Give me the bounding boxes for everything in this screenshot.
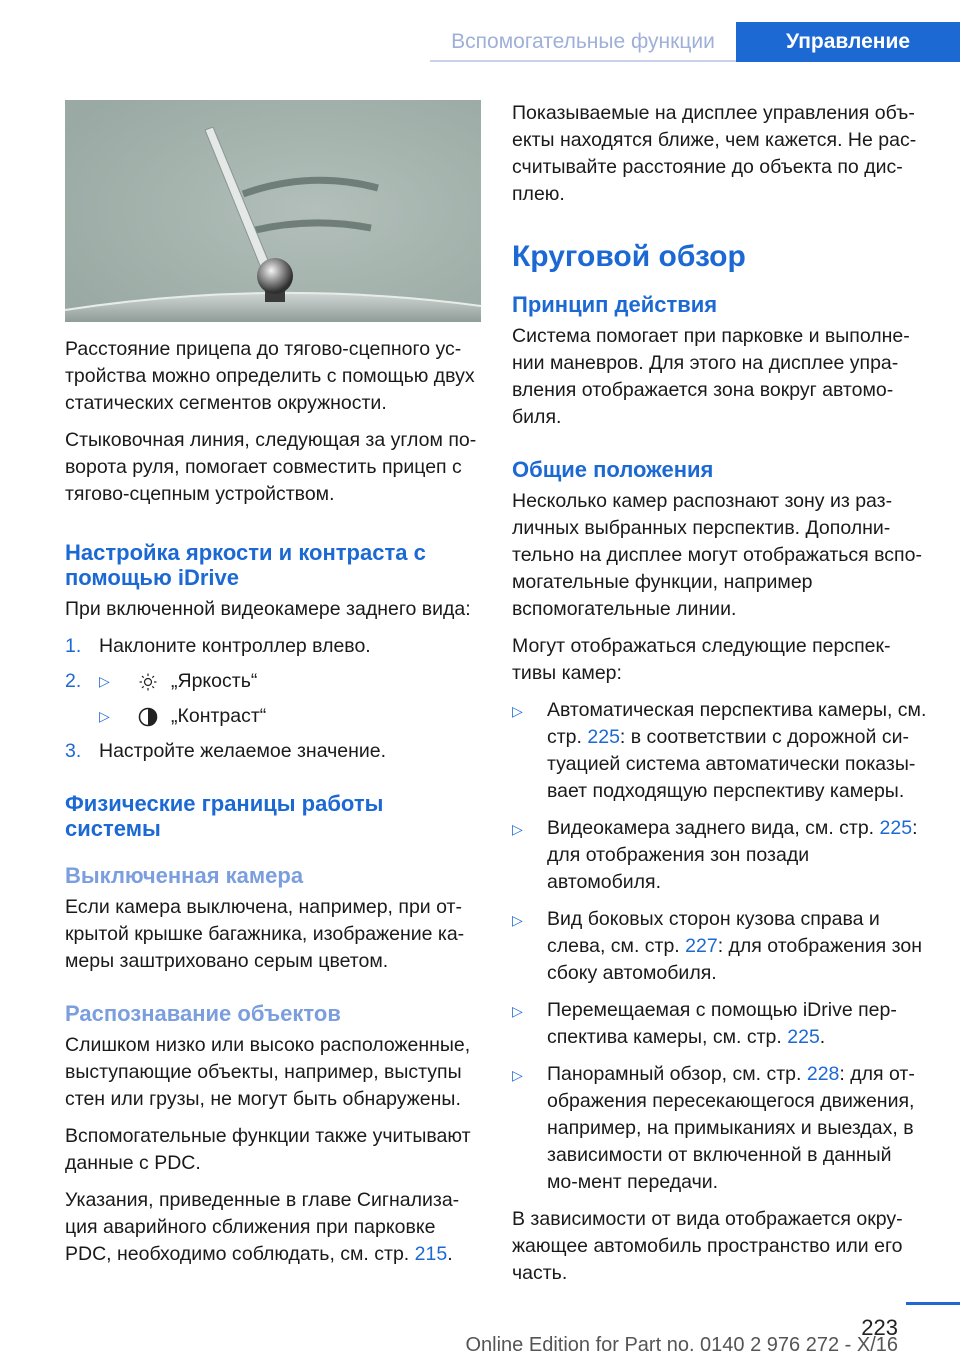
triangle-right-icon: ▷ [512,1003,523,1019]
footer-edition: Online Edition for Part no. 0140 2 976 272 - X/16 [465,1334,898,1356]
principle-text: Система помогает при парковке и выполне-нии маневров. Для этого на дисплее упра-вления отображается зона вокруг автомо-биля. [512,325,910,428]
page-link[interactable]: 215 [414,1243,448,1265]
step-number: 1. [65,635,82,657]
header-divider [430,60,736,62]
heading-brightness-contrast: Настройка яркости и контраста с помощью iDrive [65,540,426,590]
closing-text: В зависимости от вида отображается окру-жающее автомобиль пространство или его часть. [512,1208,903,1284]
triangle-right-icon: ▷ [512,1067,523,1083]
page-link[interactable]: 225 [879,817,913,839]
page-link[interactable]: 225 [587,726,620,748]
step-number: 2. [65,670,82,692]
heading-camera-off: Выключенная камера [65,863,304,888]
triangle-right-icon: ▷ [99,708,110,724]
heading-object-detection: Распознавание объектов [65,1001,341,1026]
trailer-hitch-camera-image [65,100,481,322]
header-section-tab[interactable]: Вспомогательные функции [451,30,715,53]
heading-principle: Принцип действия [512,292,718,317]
left-column [65,100,481,1278]
triangle-right-icon: ▷ [512,821,523,837]
page-link[interactable]: 227 [685,935,718,957]
step-1 [65,633,481,660]
object-detection-text: Слишком низко или высоко расположенные, выступающие объекты, например, выступы стен или грузы, не могут быть обнаружены. [65,1034,471,1110]
list-item: ▷ Вид боковых сторон кузова справа и слева, см. стр. 227: для отображения зон сбоку автомобиля. [512,906,927,987]
step-text: Наклоните контроллер влево. [99,635,371,657]
pdc-reference-text: Указания, приведенные в главе Сигнализа-ция аварийного сближения при парковке PDC, необходимо соблюдать, см. стр. 215. [65,1189,460,1265]
right-column [512,100,927,1297]
step-2 [65,668,481,695]
header-current-tab[interactable]: Управление [736,22,960,62]
step-text: Настройте желаемое значение. [99,740,387,762]
steps-list [65,633,481,765]
list-item: ▷ Перемещаемая с помощью iDrive пер-спектива камеры, см. стр. 225. [512,997,927,1051]
page-link[interactable]: 228 [806,1063,840,1085]
heading-general: Общие положения [512,457,714,482]
list-item: ▷ Панорамный обзор, см. стр. 228: для от-ображения пересекающегося движения, например, на примыканиях и выездах, в зависимости от включенной в данный мо-мент передачи. [512,1061,927,1196]
heading-surround-view: Круговой обзор [512,240,746,273]
heading-system-limits: Физические границы работы системы [65,791,384,841]
general-text: Несколько камер распознают зону из раз-личных выбранных перспектив. Дополни-тельно на дисплее могут отображаться вспо-могательные функции, например вспомогательные линии. [512,490,922,620]
list-item: ▷ Автоматическая перспектива камеры, см. стр. 225: в соответствии с дорожной си-туацией система автоматически показы-вает подходящую перспективу камеры. [512,697,927,805]
triangle-right-icon: ▷ [512,703,523,719]
step-number: 3. [65,740,82,762]
figure-caption-distance: Расстояние прицепа до тягово-сцепного ус-тройства можно определить с помощью двух статических сегментов окружности. [65,338,475,414]
footer-accent-rule [906,1302,960,1305]
step-3 [65,738,481,765]
brightness-option[interactable]: „Яркость“ [171,670,258,692]
triangle-right-icon: ▷ [99,673,110,689]
sun-icon [133,668,163,695]
display-distance-warning: Показываемые на дисплее управления объ-екты находятся ближе, чем кажется. Не рас-считывайте расстояние до объекта по дис-плею. [512,102,917,205]
brightness-intro: При включенной видеокамере заднего вида: [65,598,471,620]
contrast-option[interactable]: „Контраст“ [171,705,267,727]
perspectives-intro: Могут отображаться следующие перспек-тивы камер: [512,635,891,684]
list-item: ▷ Видеокамера заднего вида, см. стр. 225: для отображения зон позади автомобиля. [512,815,927,896]
pdc-text: Вспомогательные функции также учитывают данные с PDC. [65,1125,471,1174]
figure-caption-docking-line: Стыковочная линия, следующая за углом по-ворота руля, помогает совместить прицеп с тягово-сцепным устройством. [65,429,477,505]
page-header [0,0,960,62]
half-circle-icon [133,703,163,730]
page-link[interactable]: 225 [787,1026,820,1048]
step-2-sub [65,703,481,730]
triangle-right-icon: ▷ [512,912,523,928]
perspectives-list [512,697,927,1196]
camera-off-text: Если камера выключена, например, при от-крытой крышке багажника, изображение ка-меры заштриховано серым цветом. [65,896,465,972]
page-number: 223 [861,1315,898,1340]
